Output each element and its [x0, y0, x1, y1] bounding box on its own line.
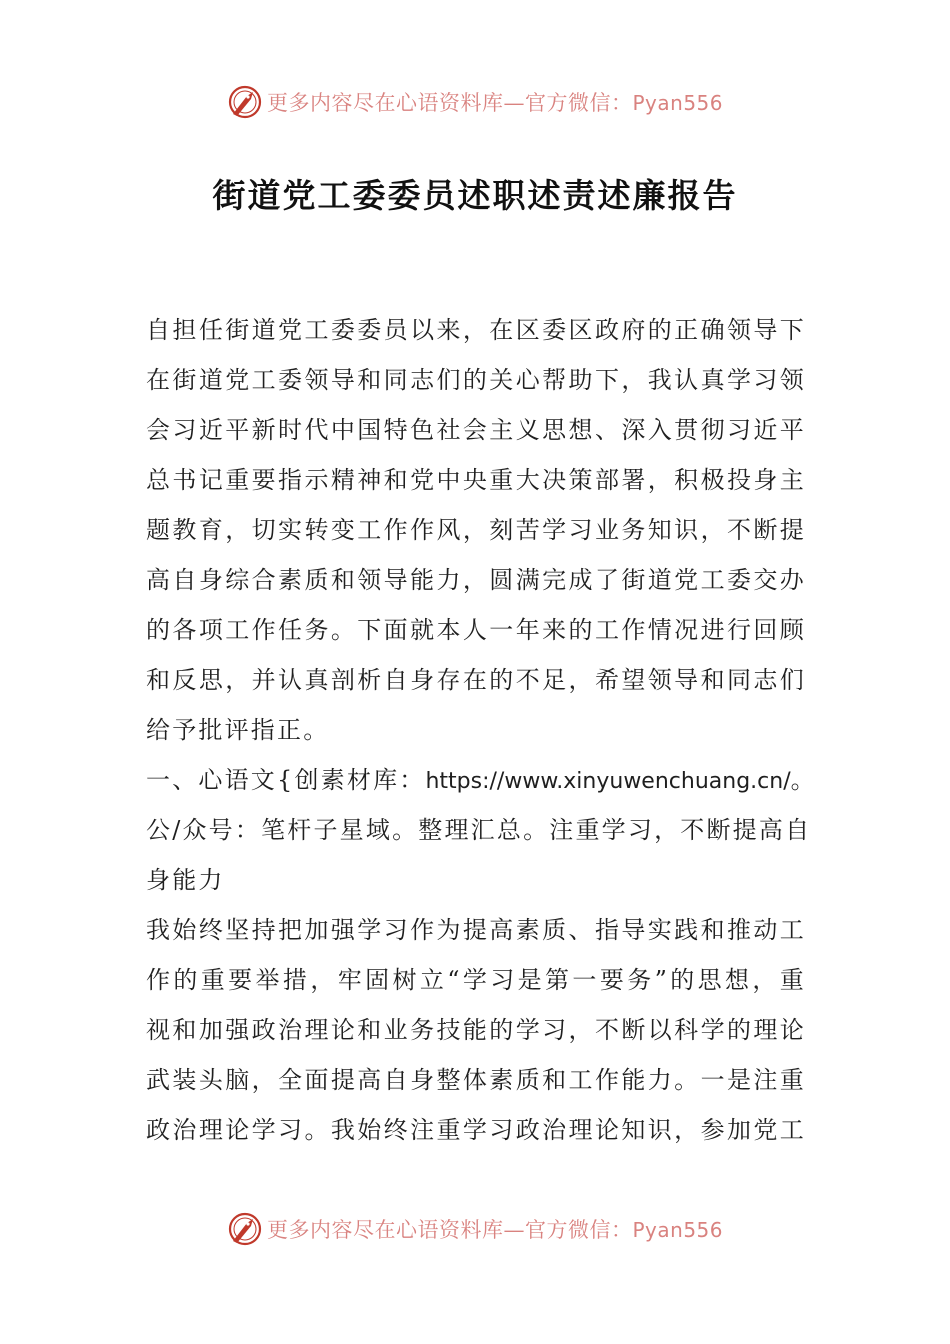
- text-line: 会习近平新时代中国特色社会主义思想、深入贯彻习近平: [146, 416, 806, 444]
- footer-banner: [0, 1207, 950, 1251]
- text-line: 和反思，并认真剖析自身存在的不足，希望领导和同志们: [146, 666, 806, 694]
- banner-wechat-label: 官方微信：: [524, 91, 633, 115]
- text-line: 总书记重要指示精神和党中央重大决策部署，积极投身主: [146, 466, 806, 494]
- text-line: 的各项工作任务。下面就本人一年来的工作情况进行回顾: [146, 616, 806, 644]
- banner-brand-text: 更多内容尽在心语资料库: [266, 1218, 504, 1242]
- banner-wechat-id: Pyan556: [632, 1218, 723, 1242]
- text-line: 身能力: [146, 866, 225, 894]
- text-line: 题教育，切实转变工作作风，刻苦学习业务知识，不断提: [146, 516, 806, 544]
- banner-wechat-id: Pyan556: [632, 91, 723, 115]
- text-line: 作的重要举措，牢固树立“学习是第一要务”的思想，重: [146, 966, 806, 994]
- pen-nib-logo-icon: [227, 84, 263, 120]
- text-line: 政治理论学习。我始终注重学习政治理论知识，参加党工: [146, 1116, 806, 1144]
- section-heading-url: https://www.xinyuwenchuang.cn/: [425, 769, 791, 794]
- header-banner: [0, 80, 950, 124]
- banner-text: [267, 1214, 723, 1244]
- section-heading-line: [146, 755, 817, 805]
- section-heading-suffix: 。: [790, 766, 817, 794]
- pen-nib-logo-icon: [227, 1211, 263, 1247]
- text-line: 自担任街道党工委委员以来，在区委区政府的正确领导下: [146, 316, 806, 344]
- text-line: 高自身综合素质和领导能力，圆满完成了街道党工委交办: [146, 566, 806, 594]
- text-line: 我始终坚持把加强学习作为提高素质、指导实践和推动工: [146, 916, 806, 944]
- document-title: 街道党工委委员述职述责述廉报告: [212, 176, 738, 215]
- text-line: 视和加强政治理论和业务技能的学习，不断以科学的理论: [146, 1016, 806, 1044]
- section-heading-prefix: 一、心语文{创素材库：: [146, 766, 426, 794]
- banner-text: [267, 87, 723, 117]
- text-line: 在街道党工委领导和同志们的关心帮助下，我认真学习领: [146, 366, 806, 394]
- banner-wechat-label: 官方微信：: [524, 1218, 633, 1242]
- document-body: [146, 305, 817, 1155]
- text-line: 武装头脑，全面提高自身整体素质和工作能力。一是注重: [146, 1066, 806, 1094]
- banner-brand-text: 更多内容尽在心语资料库: [266, 91, 504, 115]
- banner-dash: —: [503, 91, 525, 115]
- banner-dash: —: [503, 1218, 525, 1242]
- text-line: 给予批评指正。: [146, 716, 330, 744]
- text-line: 公/众号：笔杆子星域。整理汇总。注重学习，不断提高自: [146, 816, 812, 844]
